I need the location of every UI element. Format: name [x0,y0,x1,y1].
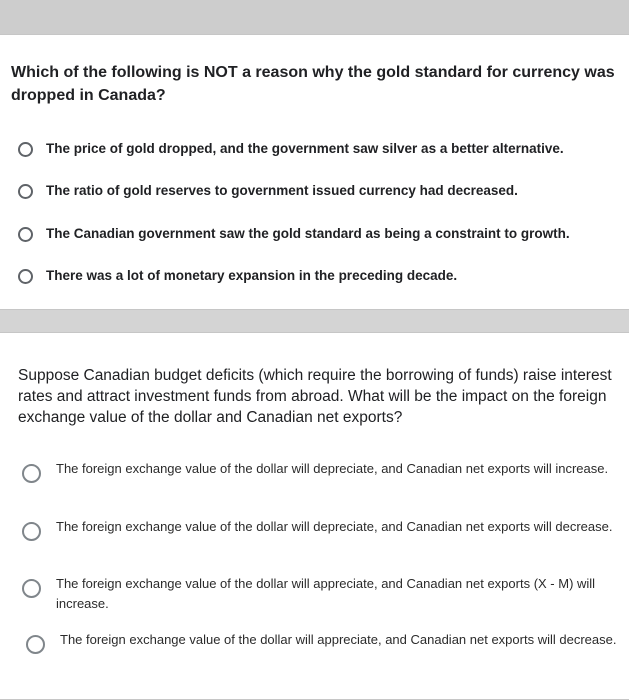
q2-option-2-label: The foreign exchange value of the dollar will depreciate, and Canadian net exports will decrease. [56,519,613,534]
radio-unselected-icon[interactable] [22,579,41,598]
q1-option-3[interactable] [18,225,570,243]
question-card-2 [0,332,629,700]
q1-option-2-label: The ratio of gold reserves to government issued currency had decreased. [46,183,518,198]
top-background-strip [0,0,629,34]
radio-unselected-icon[interactable] [22,464,41,483]
radio-unselected-icon[interactable] [26,635,45,654]
card-divider [0,310,629,332]
radio-unselected-icon[interactable] [18,184,33,199]
q1-option-4-label: There was a lot of monetary expansion in the preceding decade. [46,268,458,283]
q2-option-3-label: The foreign exchange value of the dollar will appreciate, and Canadian net exports (X - M) will increase. [56,576,596,611]
q1-option-4[interactable] [18,267,457,285]
q2-option-1-label: The foreign exchange value of the dollar will depreciate, and Canadian net exports will increase. [56,461,609,476]
radio-unselected-icon[interactable] [18,227,33,242]
q1-option-1-label: The price of gold dropped, and the government saw silver as a better alternative. [46,141,564,156]
question-1-text: Which of the following is NOT a reason why the gold standard for currency was dropped in Canada? [11,64,615,104]
question-2-text: Suppose Canadian budget deficits (which require the borrowing of funds) raise interest rates and attract investment funds from abroad. What will be the impact on the foreign exchange value of the dollar and Canadian net exports? [18,367,612,426]
q2-option-4-label: The foreign exchange value of the dollar will appreciate, and Canadian net exports will decrease. [60,632,617,647]
q1-option-1[interactable] [18,140,564,158]
q1-option-3-label: The Canadian government saw the gold standard as being a constraint to growth. [46,226,570,241]
q2-option-1[interactable] [22,459,622,483]
radio-unselected-icon[interactable] [18,142,33,157]
q2-option-2[interactable] [22,517,622,541]
q1-option-2[interactable] [18,182,518,200]
question-card-1 [0,34,629,310]
radio-unselected-icon[interactable] [22,522,41,541]
q2-option-4[interactable] [26,630,622,654]
radio-unselected-icon[interactable] [18,269,33,284]
q2-option-3[interactable] [22,574,622,614]
